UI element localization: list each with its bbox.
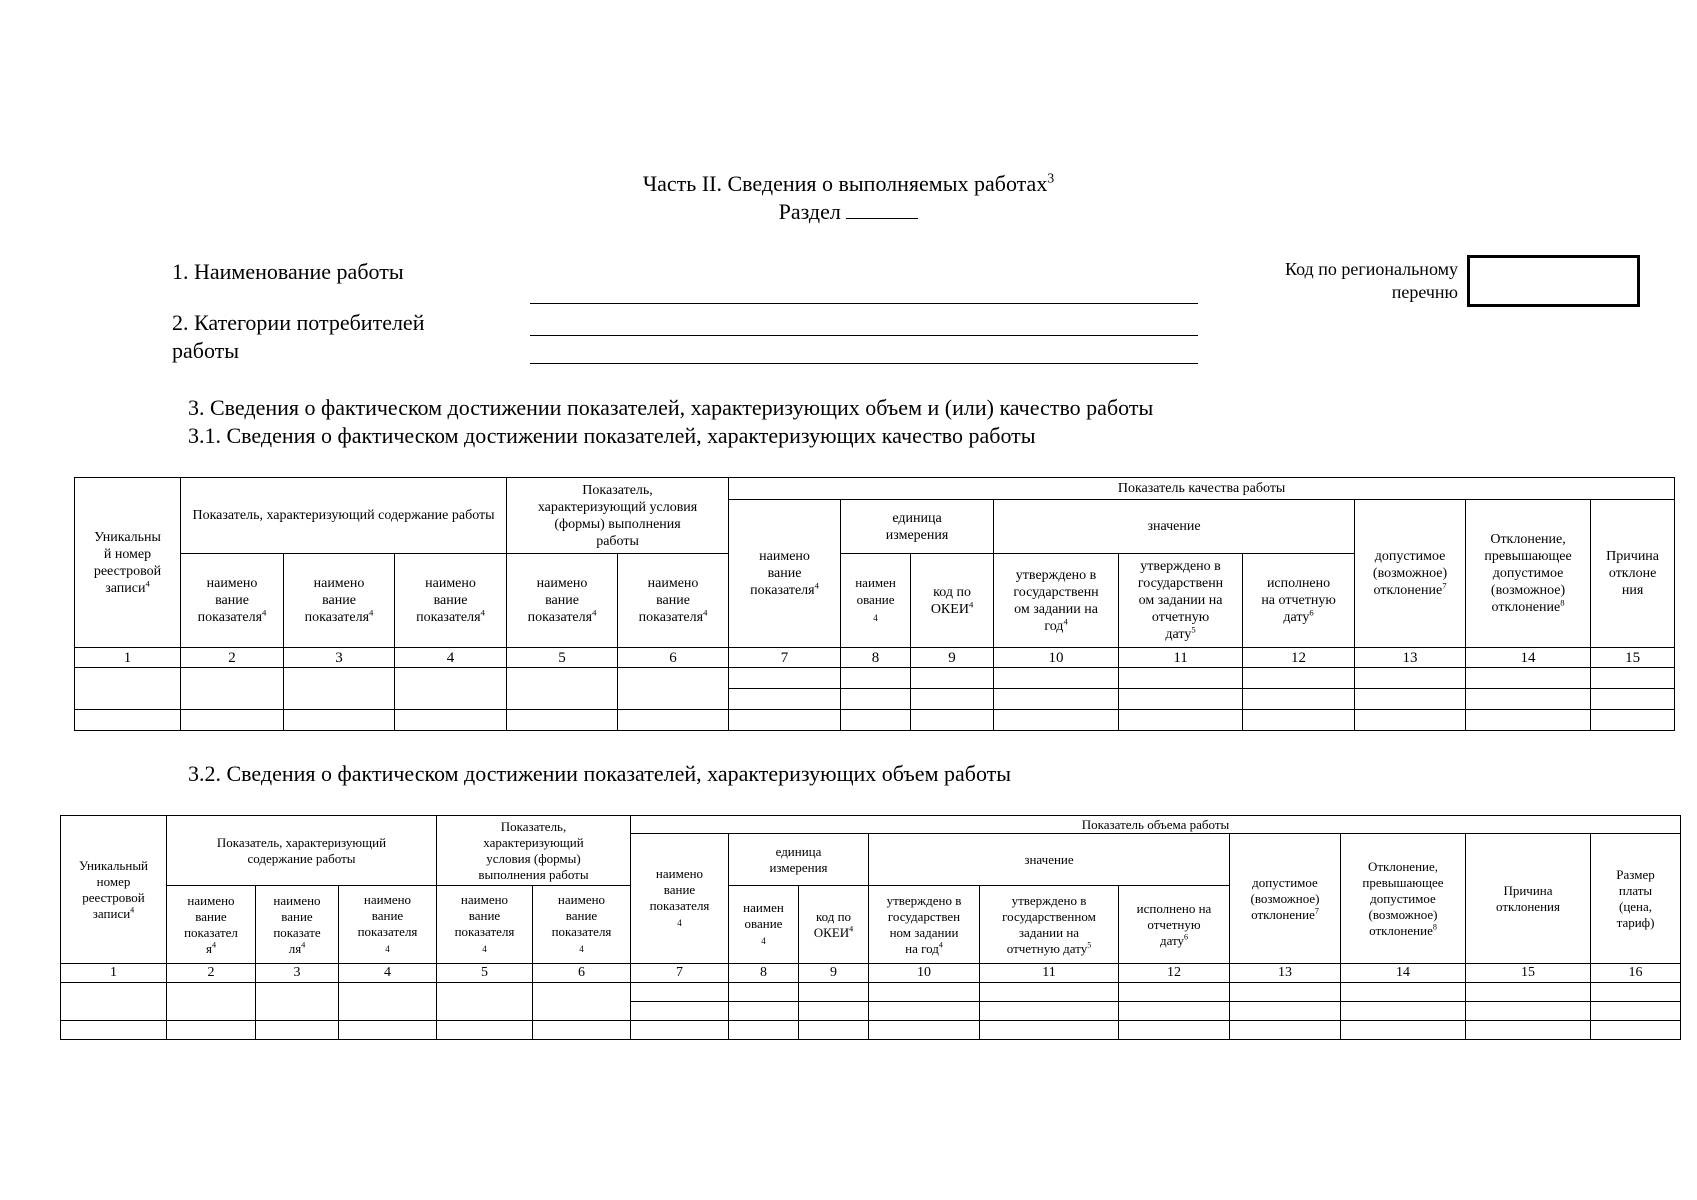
t2-cell[interactable] xyxy=(1341,983,1466,1002)
t1-quality-group-header: Показатель качества работы xyxy=(729,478,1675,500)
t2-col-number: 5 xyxy=(437,964,533,983)
t2-cell[interactable] xyxy=(1466,983,1591,1002)
t2-cell[interactable] xyxy=(1466,1002,1591,1021)
t1-col-number: 11 xyxy=(1119,648,1243,668)
t1-cell[interactable] xyxy=(618,710,729,731)
t1-cell[interactable] xyxy=(841,710,911,731)
t2-col-number: 16 xyxy=(1591,964,1681,983)
t2-cell[interactable] xyxy=(980,983,1119,1002)
t2-cell[interactable] xyxy=(980,1002,1119,1021)
t2-cell[interactable] xyxy=(799,983,869,1002)
t2-content-group-header: Показатель, характеризующий содержание работы xyxy=(167,816,437,886)
t1-cell[interactable] xyxy=(1466,710,1591,731)
t2-col-number: 3 xyxy=(256,964,339,983)
t2-cell[interactable] xyxy=(1230,1021,1341,1040)
t1-indicator-name-header: наимено вание показателя$^4$ xyxy=(729,500,841,648)
t2-cell[interactable] xyxy=(533,983,631,1021)
t1-conditions-group-header: Показатель, характеризующий условия (формы) выполнения работы xyxy=(507,478,729,554)
t1-cell[interactable] xyxy=(994,710,1119,731)
t2-unit-header: единица измерения xyxy=(729,834,869,886)
t1-cell[interactable] xyxy=(284,710,395,731)
t1-approved-date-header: утверждено в государственн ом задании на отчетную дату$^5$ xyxy=(1119,554,1243,648)
t1-okei-header: код по ОКЕИ$^4$ xyxy=(911,554,994,648)
t1-cell[interactable] xyxy=(729,689,841,710)
t2-col-number: 14 xyxy=(1341,964,1466,983)
region-code-label: Код по региональному перечню xyxy=(1284,259,1458,302)
t2-col-number: 8 xyxy=(729,964,799,983)
t2-allowed-deviation-header: допустимое (возможное) отклонение$^7$ xyxy=(1230,834,1341,964)
t1-col-number: 10 xyxy=(994,648,1119,668)
t1-excess-deviation-header: Отклонение, превышающее допустимое (возможное) отклонение$^8$ xyxy=(1466,500,1591,648)
t1-cell[interactable] xyxy=(1355,689,1466,710)
t2-col-number: 12 xyxy=(1119,964,1230,983)
t2-cell[interactable] xyxy=(631,1021,729,1040)
t1-cell[interactable] xyxy=(911,710,994,731)
t2-column-numbers-row xyxy=(61,964,1681,983)
t2-col-number: 13 xyxy=(1230,964,1341,983)
t1-unit-name-header: наимен ование 4 xyxy=(841,554,911,648)
work-name-line[interactable] xyxy=(530,303,1198,304)
t1-content-indicator-1: наимено вание показателя$^4$ xyxy=(181,554,284,648)
t1-cell[interactable] xyxy=(1591,689,1675,710)
t1-cell[interactable] xyxy=(1591,668,1675,689)
t2-cell[interactable] xyxy=(1230,1002,1341,1021)
part-title: Часть II. Сведения о выполняемых работах$^3$ xyxy=(642,170,1055,196)
t2-content-indicator-1: наимено вание показател $я^4$ xyxy=(167,886,256,964)
t2-cell[interactable] xyxy=(1591,1002,1681,1021)
quality-table xyxy=(74,477,1675,731)
t2-okei-header: код по ОКЕИ$^4$ xyxy=(799,886,869,964)
t2-approved-year-header: утверждено в государствен ном задании на год$^4$ xyxy=(869,886,980,964)
t1-cell[interactable] xyxy=(911,668,994,689)
t1-cell[interactable] xyxy=(1466,689,1591,710)
t2-cell[interactable] xyxy=(61,983,167,1021)
t1-cell[interactable] xyxy=(1119,710,1243,731)
t2-col-number: 11 xyxy=(980,964,1119,983)
t2-value-header: значение xyxy=(869,834,1230,886)
t2-cell[interactable] xyxy=(631,983,729,1002)
t1-approved-year-header: утверждено в государственн ом задании на год$^4$ xyxy=(994,554,1119,648)
t1-condition-indicator-1: наимено вание показателя$^4$ xyxy=(507,554,618,648)
t2-cell[interactable] xyxy=(1341,1021,1466,1040)
t2-col-number: 1 xyxy=(61,964,167,983)
t2-volume-group-header: Показатель объема работы xyxy=(631,816,1681,834)
t1-content-indicator-2: наимено вание показателя$^4$ xyxy=(284,554,395,648)
t1-unique-number-header: Уникальны й номер реестровой записи$^4$ xyxy=(75,478,181,648)
document-title xyxy=(0,170,1697,226)
t2-cell[interactable] xyxy=(1119,1021,1230,1040)
t1-cell[interactable] xyxy=(181,710,284,731)
t2-cell[interactable] xyxy=(799,1002,869,1021)
t1-col-number: 9 xyxy=(911,648,994,668)
t2-cell[interactable] xyxy=(631,1002,729,1021)
t1-cell[interactable] xyxy=(395,668,507,710)
t2-col-number: 2 xyxy=(167,964,256,983)
t1-cell[interactable] xyxy=(1119,689,1243,710)
t1-cell[interactable] xyxy=(75,668,181,710)
consumers-line-2[interactable] xyxy=(530,363,1198,364)
t1-cell[interactable] xyxy=(507,710,618,731)
t2-excess-deviation-header: Отклонение, превышающее допустимое (возможное) отклонение$^8$ xyxy=(1341,834,1466,964)
t1-cell[interactable] xyxy=(841,689,911,710)
t2-cell[interactable] xyxy=(167,1021,256,1040)
t2-cell[interactable] xyxy=(1466,1021,1591,1040)
t1-cell[interactable] xyxy=(1243,710,1355,731)
t2-cell[interactable] xyxy=(729,983,799,1002)
work-name-label: 1. Наименование работы xyxy=(172,259,404,284)
t1-cell[interactable] xyxy=(1119,668,1243,689)
t2-cell[interactable] xyxy=(799,1021,869,1040)
t2-data-row xyxy=(61,1021,1681,1040)
t2-cell[interactable] xyxy=(1591,1021,1681,1040)
t1-cell[interactable] xyxy=(618,668,729,710)
t1-cell[interactable] xyxy=(507,668,618,710)
t1-cell[interactable] xyxy=(729,710,841,731)
t1-data-row xyxy=(75,668,1675,689)
t2-cell[interactable] xyxy=(533,1021,631,1040)
t2-cell[interactable] xyxy=(1591,983,1681,1002)
t2-reason-header: Причина отклонения xyxy=(1466,834,1591,964)
t2-cell[interactable] xyxy=(869,1021,980,1040)
consumers-line-1[interactable] xyxy=(530,335,1198,336)
t1-allowed-deviation-header: допустимое (возможное) отклонение$^7$ xyxy=(1355,500,1466,648)
t1-col-number: 4 xyxy=(395,648,507,668)
t1-cell[interactable] xyxy=(994,689,1119,710)
region-code-box[interactable] xyxy=(1467,255,1640,307)
section-title: Раздел xyxy=(0,198,1697,226)
t2-data-row xyxy=(61,983,1681,1002)
t1-col-number: 12 xyxy=(1243,648,1355,668)
t2-cell[interactable] xyxy=(869,983,980,1002)
t2-condition-indicator-2: наимено вание показателя 4 xyxy=(533,886,631,964)
t1-cell[interactable] xyxy=(284,668,395,710)
t1-col-number: 1 xyxy=(75,648,181,668)
t1-col-number: 14 xyxy=(1466,648,1591,668)
t1-cell[interactable] xyxy=(1466,668,1591,689)
t2-cell[interactable] xyxy=(1341,1002,1466,1021)
t1-col-number: 15 xyxy=(1591,648,1675,668)
t1-data-row xyxy=(75,710,1675,731)
t2-condition-indicator-1: наимено вание показателя 4 xyxy=(437,886,533,964)
t1-col-number: 5 xyxy=(507,648,618,668)
t1-cell[interactable] xyxy=(994,668,1119,689)
t1-col-number: 6 xyxy=(618,648,729,668)
t1-col-number: 13 xyxy=(1355,648,1466,668)
t1-col-number: 8 xyxy=(841,648,911,668)
t2-cell[interactable] xyxy=(339,1021,437,1040)
t1-col-number: 3 xyxy=(284,648,395,668)
t2-cell[interactable] xyxy=(869,1002,980,1021)
t2-indicator-name-header: наимено вание показателя 4 xyxy=(631,834,729,964)
t1-cell[interactable] xyxy=(1355,710,1466,731)
heading-3-1: 3.1. Сведения о фактическом достижении показателей, характеризующих качество работы xyxy=(188,423,1036,448)
consumers-label-2: работы xyxy=(172,338,240,363)
t1-reason-header: Причина отклоне ния xyxy=(1591,500,1675,648)
t1-value-header: значение xyxy=(994,500,1355,554)
t2-approved-date-header: утверждено в государственном задании на отчетную дату$^5$ xyxy=(980,886,1119,964)
t2-col-number: 6 xyxy=(533,964,631,983)
t2-cell[interactable] xyxy=(339,983,437,1021)
t2-cell[interactable] xyxy=(729,1021,799,1040)
t2-cell[interactable] xyxy=(167,983,256,1021)
t2-cell[interactable] xyxy=(729,1002,799,1021)
t1-done-header: исполнено на отчетную дату$^6$ xyxy=(1243,554,1355,648)
t2-cell[interactable] xyxy=(437,1021,533,1040)
t2-col-number: 4 xyxy=(339,964,437,983)
t1-content-group-header: Показатель, характеризующий содержание работы xyxy=(181,478,507,554)
t1-cell[interactable] xyxy=(395,710,507,731)
t2-col-number: 10 xyxy=(869,964,980,983)
t1-unit-header: единица измерения xyxy=(841,500,994,554)
t2-done-header: исполнено на отчетную дату$^6$ xyxy=(1119,886,1230,964)
t2-unique-number-header: Уникальный номер реестровой записи$^4$ xyxy=(61,816,167,964)
t2-conditions-group-header: Показатель, характеризующий условия (формы) выполнения работы xyxy=(437,816,631,886)
consumers-label-1: 2. Категории потребителей xyxy=(172,310,425,335)
heading-3-2: 3.2. Сведения о фактическом достижении показателей, характеризующих объем работы xyxy=(188,761,1012,786)
t1-cell[interactable] xyxy=(1243,689,1355,710)
t1-col-number: 2 xyxy=(181,648,284,668)
section-number-line[interactable] xyxy=(846,200,918,219)
heading-3: 3. Сведения о фактическом достижении показателей, характеризующих объем и (или) качество работы xyxy=(188,395,1154,420)
t2-content-indicator-2: наимено вание показате $ля^4$ xyxy=(256,886,339,964)
t1-condition-indicator-2: наимено вание показателя$^4$ xyxy=(618,554,729,648)
t2-cell[interactable] xyxy=(437,983,533,1021)
t1-cell[interactable] xyxy=(841,668,911,689)
t2-cell[interactable] xyxy=(61,1021,167,1040)
t1-cell[interactable] xyxy=(1355,668,1466,689)
t2-cell[interactable] xyxy=(1119,1002,1230,1021)
t1-cell[interactable] xyxy=(911,689,994,710)
t2-cell[interactable] xyxy=(980,1021,1119,1040)
t2-col-number: 7 xyxy=(631,964,729,983)
volume-table xyxy=(60,815,1681,1040)
t1-content-indicator-3: наимено вание показателя$^4$ xyxy=(395,554,507,648)
t2-cell[interactable] xyxy=(256,1021,339,1040)
t1-cell[interactable] xyxy=(1243,668,1355,689)
t2-col-number: 9 xyxy=(799,964,869,983)
t2-unit-name-header: наимен ование 4 xyxy=(729,886,799,964)
t1-cell[interactable] xyxy=(181,668,284,710)
t1-cell[interactable] xyxy=(729,668,841,689)
t2-fee-header: Размер платы (цена, тариф) xyxy=(1591,834,1681,964)
t1-cell[interactable] xyxy=(1591,710,1675,731)
t2-cell[interactable] xyxy=(256,983,339,1021)
t2-content-indicator-3: наимено вание показателя 4 xyxy=(339,886,437,964)
t2-cell[interactable] xyxy=(1230,983,1341,1002)
t1-col-number: 7 xyxy=(729,648,841,668)
t1-cell[interactable] xyxy=(75,710,181,731)
t2-cell[interactable] xyxy=(1119,983,1230,1002)
t1-column-numbers-row xyxy=(75,648,1675,668)
t2-col-number: 15 xyxy=(1466,964,1591,983)
